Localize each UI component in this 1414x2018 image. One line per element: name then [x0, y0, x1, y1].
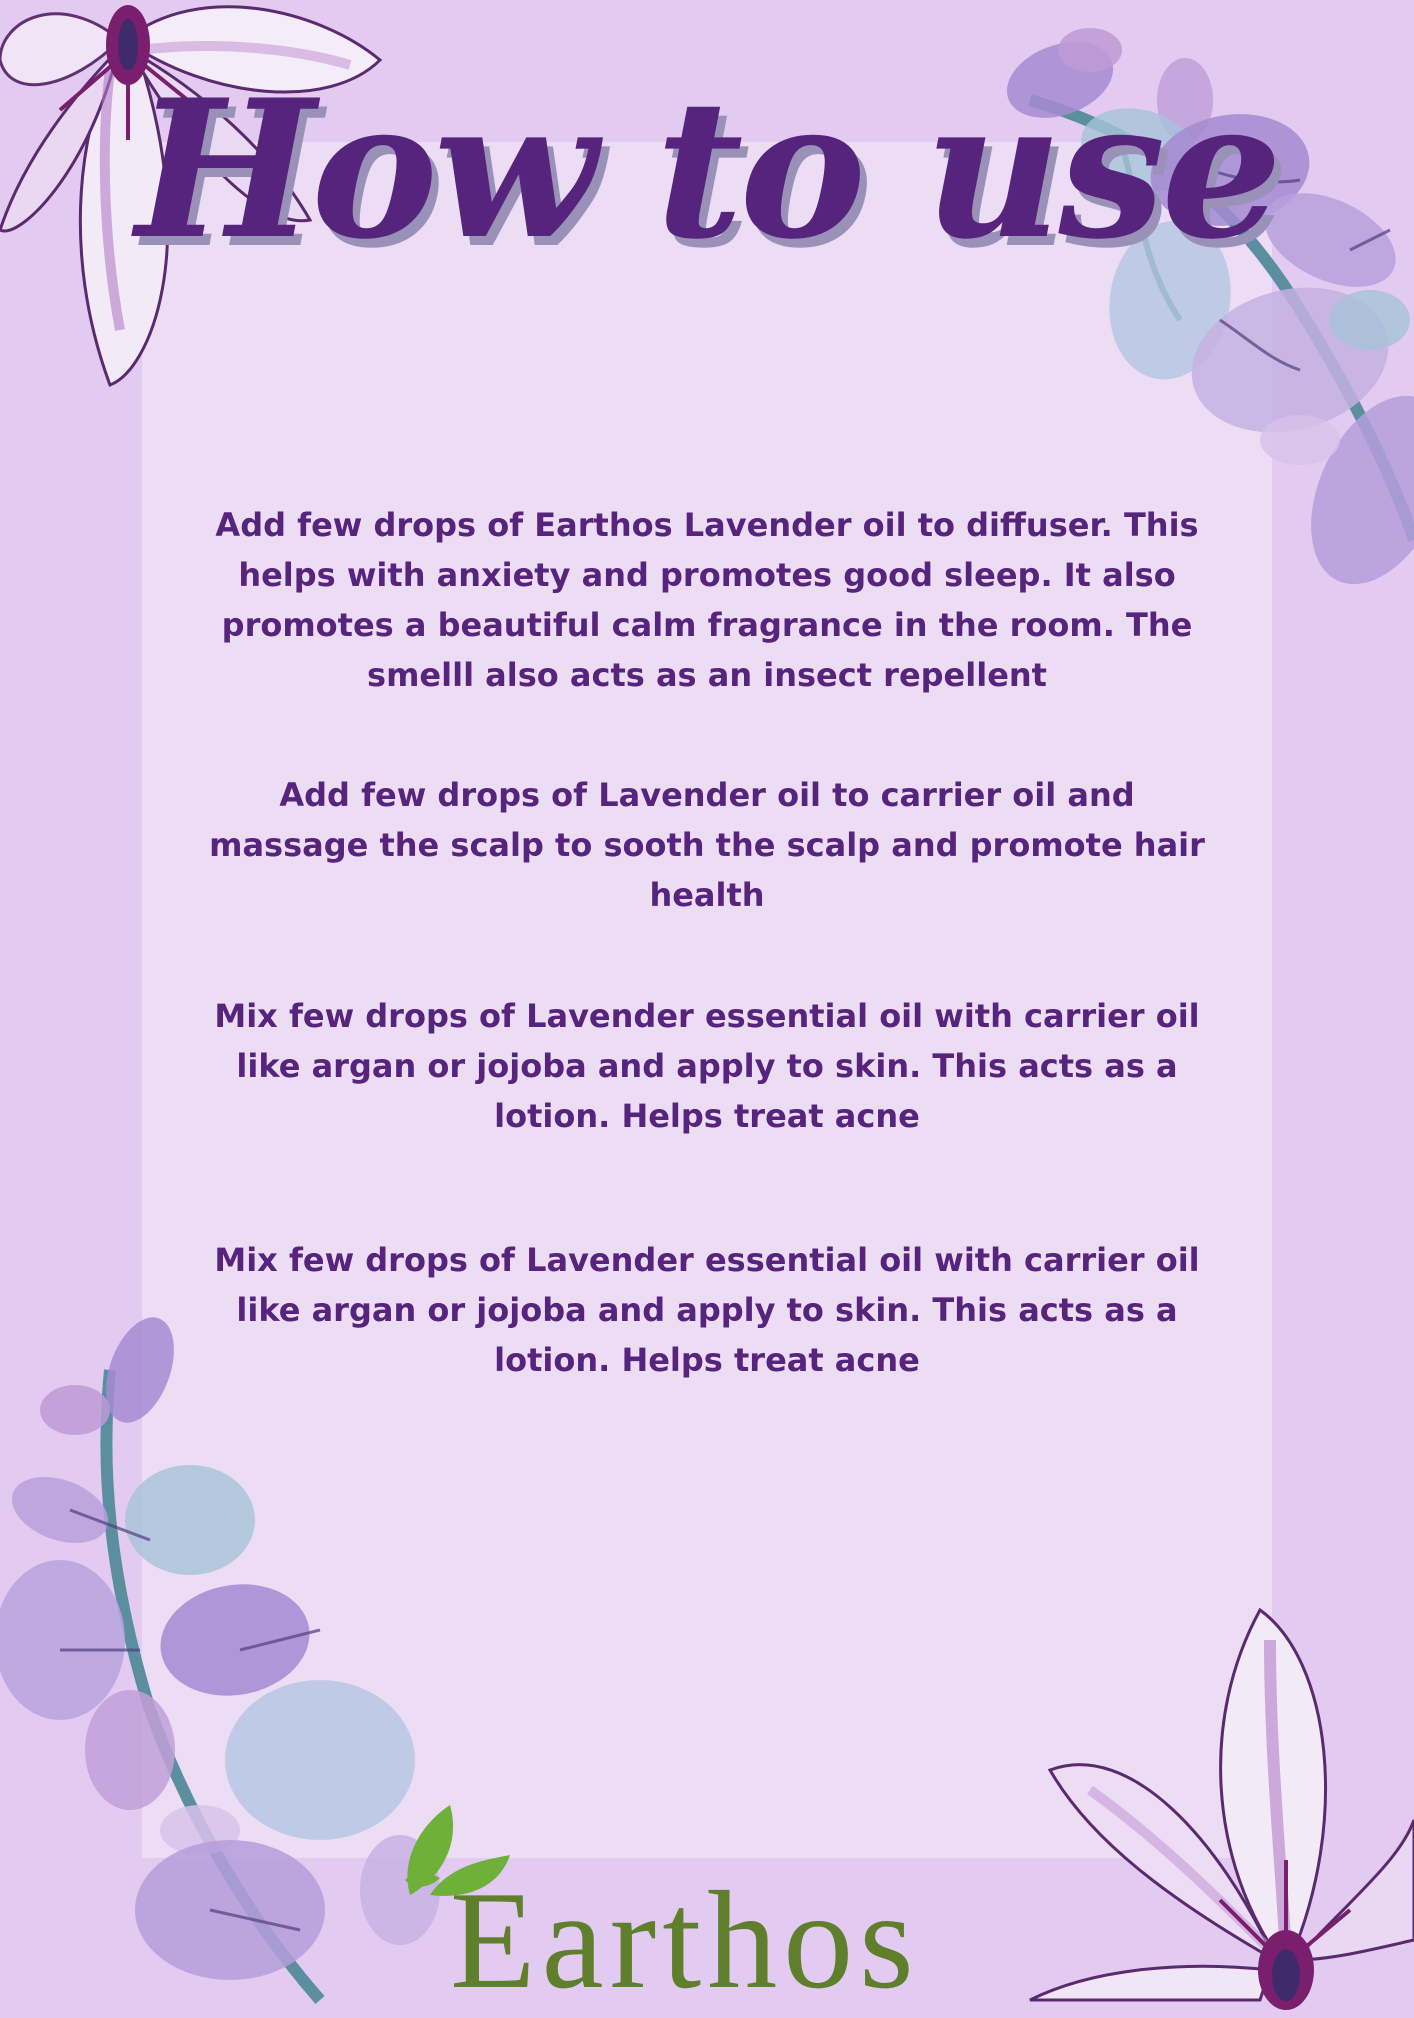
instruction-skin-lotion: Mix few drops of Lavender essential oil with carrier oil like argan or jojoba and apply to skin. This acts as a lotion. Helps treat acne: [214, 997, 1200, 1135]
instruction-scalp-massage: Add few drops of Lavender oil to carrier oil and massage the scalp to sooth the scalp and promote hair health: [209, 776, 1205, 914]
instruction-diffuser: Add few drops of Earthos Lavender oil to diffuser. This helps with anxiety and promotes good sleep. It also promotes a beautiful calm fragrance in the room. The smelll also acts as an insect repellent: [215, 506, 1199, 694]
leaves-illustration-bottom-left: [0, 1330, 440, 2000]
flower-illustration-bottom-right: [1030, 1600, 1414, 2000]
brand-logo: [400, 1800, 1040, 2018]
page-title: How to use: [135, 58, 1279, 281]
brand-name: Earthos: [450, 1863, 920, 2018]
instruction-skin-lotion-repeat: Mix few drops of Lavender essential oil with carrier oil like argan or jojoba and apply to skin. This acts as a lotion. Helps treat acne: [214, 1241, 1200, 1379]
instructions-list: [200, 500, 1214, 1385]
